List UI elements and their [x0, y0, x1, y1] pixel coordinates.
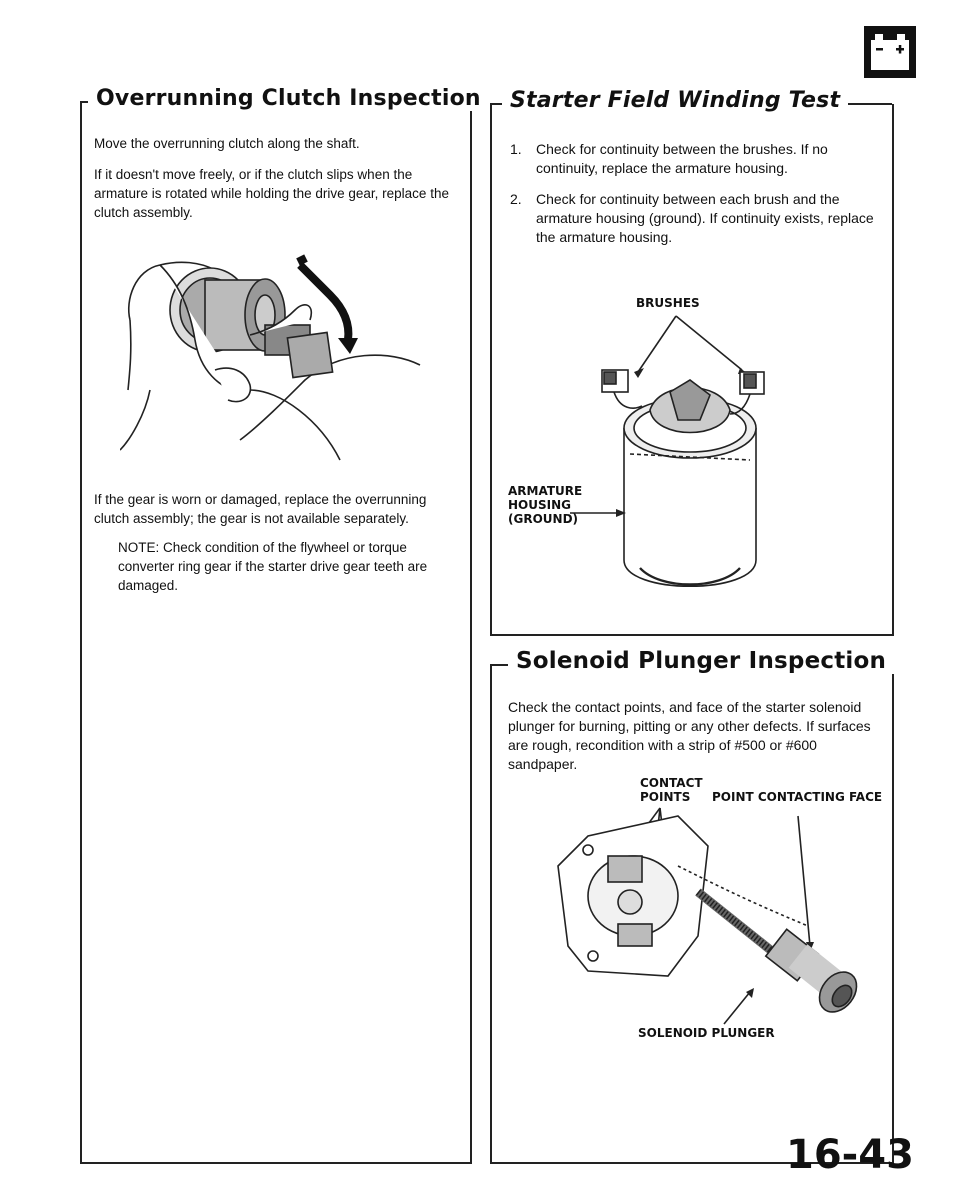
solenoid-illustration — [548, 806, 868, 1046]
instruction-text: Move the overrunning clutch along the shaft. — [94, 136, 360, 151]
housing-pointer-arrow — [568, 506, 628, 518]
step-item — [506, 140, 882, 178]
step-number: 2. — [510, 191, 522, 207]
armature-housing-label: ARMATURE HOUSING (GROUND) — [508, 484, 583, 526]
clutch-note — [118, 538, 458, 595]
battery-icon — [864, 26, 916, 78]
field-test-steps — [506, 140, 882, 259]
note-text: NOTE: Check condition of the flywheel or torque converter ring gear if the starter drive gear teeth are damaged. — [118, 540, 428, 593]
brushes-label: BRUSHES — [636, 296, 700, 310]
section-title: Overrunning Clutch Inspection — [88, 86, 489, 111]
instruction-text: If the gear is worn or damaged, replace the overrunning clutch assembly; the gear is not available separately. — [94, 492, 427, 526]
step-item — [506, 190, 882, 247]
clutch-illustration — [120, 240, 440, 470]
armature-housing-illustration — [590, 310, 790, 610]
contact-points-label: CONTACT POINTS — [640, 776, 703, 804]
section-title: Solenoid Plunger Inspection — [508, 648, 894, 674]
solenoid-instructions — [508, 698, 880, 774]
clutch-instructions-1 — [94, 134, 454, 222]
solenoid-plunger-label: SOLENOID PLUNGER — [638, 1026, 775, 1040]
clutch-instructions-2 — [94, 490, 458, 528]
section-title: Starter Field Winding Test — [502, 88, 848, 113]
instruction-text: If it doesn't move freely, or if the clutch slips when the armature is rotated while holding the drive gear, replace the clutch assembly. — [94, 167, 449, 220]
page-number: 16-43 — [786, 1132, 914, 1178]
step-number: 1. — [510, 141, 522, 157]
step-text: Check for continuity between the brushes. If no continuity, replace the armature housing. — [536, 141, 828, 176]
instruction-text: Check the contact points, and face of the starter solenoid plunger for burning, pitting or any other defects. If surfaces are rough, recondition with a strip of #500 or #600 sandpaper. — [508, 699, 871, 772]
contacting-face-label: POINT CONTACTING FACE — [712, 790, 883, 804]
step-text: Check for continuity between each brush and the armature housing (ground). If continuity exists, replace the armature housing. — [536, 191, 874, 245]
